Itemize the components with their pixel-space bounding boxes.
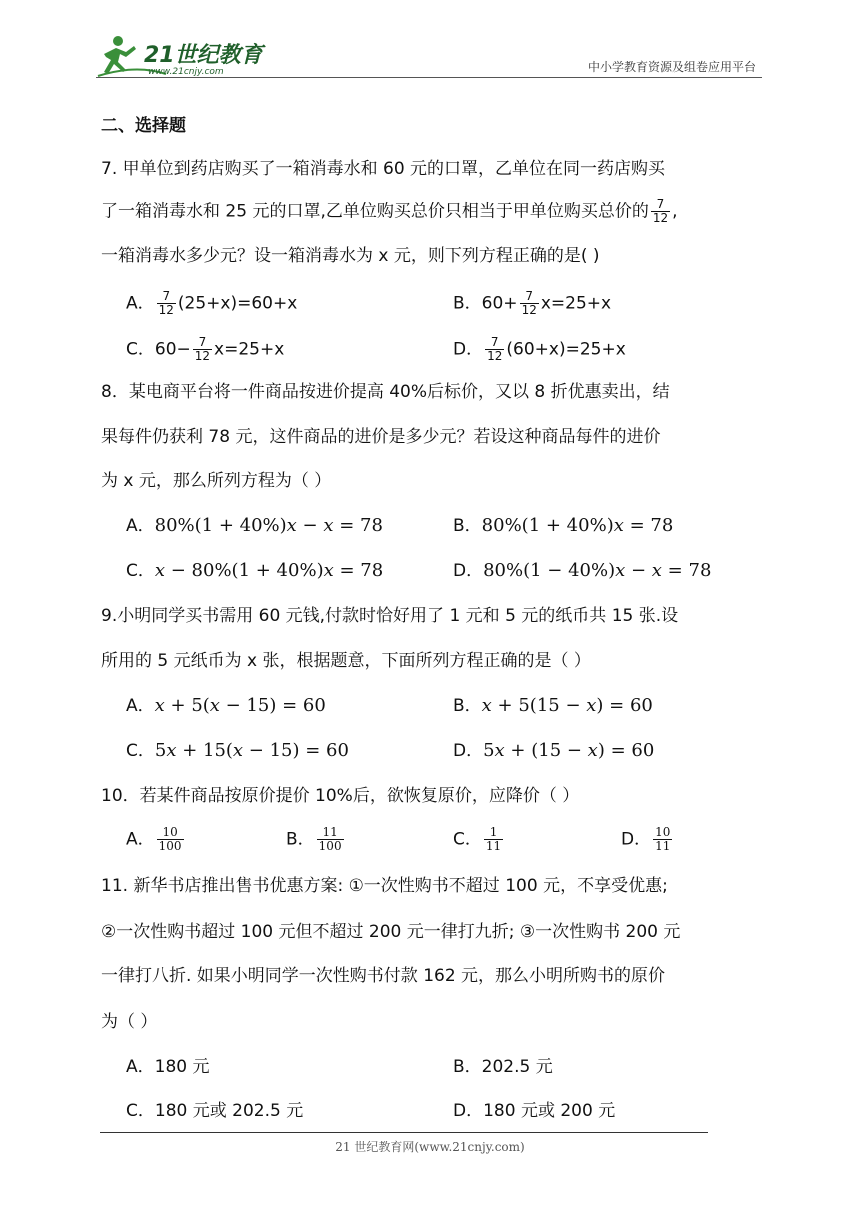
option-text: 202.5 元: [481, 1057, 553, 1077]
option-label: A．: [126, 293, 155, 314]
fraction-denominator: 12: [194, 349, 211, 363]
option-label: D．: [453, 1101, 484, 1121]
fraction-numerator: 7: [525, 289, 534, 303]
option-math: 𝑥 + 5(𝑥 − 15) = 60: [154, 695, 326, 716]
option-label: A．: [126, 516, 155, 536]
q9-option-d: [453, 741, 654, 761]
option-label: A．: [126, 696, 155, 716]
q10-line1: 10．若某件商品按原价提价 10%后，欲恢复原价，应降价（ ）: [101, 786, 580, 806]
fraction-numerator: 10: [655, 825, 671, 839]
option-fraction: [653, 826, 672, 853]
fraction-numerator: 11: [322, 825, 338, 839]
footer-text: 21 世纪教育网(www.21cnjy.com): [335, 1140, 525, 1154]
q9-option-b: [453, 696, 653, 716]
q9-option-c: [126, 741, 349, 761]
option-label: A．: [126, 829, 155, 850]
option-text: 180 元或 202.5 元: [154, 1101, 304, 1121]
option-math: 5𝑥 + (15 − 𝑥) = 60: [483, 740, 655, 761]
q11-line2: ②一次性购书超过 100 元但不超过 200 元一律打九折; ③一次性购书 200 元: [101, 922, 681, 942]
fraction-numerator: 1: [489, 825, 498, 839]
option-math: 𝑥 − 80%(1 + 40%)𝑥 = 78: [154, 560, 384, 581]
option-fraction: [520, 290, 539, 317]
fraction-denominator: 11: [655, 839, 671, 853]
q8-option-c: [126, 561, 383, 581]
q10-option-d: [621, 826, 674, 853]
fraction-numerator: 7: [490, 335, 499, 349]
q7-option-b: [453, 290, 611, 317]
option-label: C．: [126, 741, 155, 761]
option-fraction: [317, 826, 344, 853]
q10-option-b: [286, 826, 346, 853]
q8-line3: 为 x 元，那么所列方程为（ ）: [101, 471, 332, 491]
option-label: B．: [453, 516, 482, 536]
option-text-pre: 60+: [481, 293, 518, 314]
q9-line2: 所用的 5 元纸币为 x 张，根据题意，下面所列方程正确的是（ ）: [101, 651, 591, 671]
q11-line3: 一律打八折. 如果小明同学一次性购书付款 162 元，那么小明所购书的原价: [101, 966, 666, 986]
q7-line2-end: ,: [672, 201, 678, 222]
q8-option-a: [126, 516, 383, 536]
option-text: (25+x)=60+x: [177, 293, 298, 314]
q11-line4: 为（ ）: [101, 1012, 158, 1032]
q8-option-b: [453, 516, 673, 536]
q8-line1: 8．某电商平台将一件商品按进价提高 40%后标价，又以 8 折优惠卖出，结: [101, 382, 670, 402]
option-label: D．: [453, 741, 484, 761]
option-text-pre: 60−: [154, 339, 191, 360]
fraction-denominator: 12: [487, 349, 503, 363]
option-label: D．: [453, 561, 484, 581]
option-label: B．: [453, 1057, 482, 1077]
fraction-denominator: 11: [485, 839, 502, 853]
q11-option-d: [453, 1101, 615, 1121]
fraction-numerator: 7: [198, 335, 207, 349]
option-fraction: [193, 336, 212, 363]
option-math: 80%(1 + 40%)𝑥 = 78: [481, 515, 674, 536]
q8-line2: 果每件仍获利 78 元，这件商品的进价是多少元？若设这种商品每件的进价: [101, 427, 661, 447]
option-label: A．: [126, 1057, 155, 1077]
q8-option-d: [453, 561, 711, 581]
header-divider: [96, 77, 762, 78]
fraction-denominator: 100: [158, 839, 182, 853]
q10-option-c: [453, 826, 505, 853]
fraction-denominator: 12: [652, 211, 669, 225]
q9-line1: 9.小明同学买书需用 60 元钱,付款时恰好用了 1 元和 5 元的纸币共 15 张.设: [101, 606, 679, 626]
site-logo: [96, 34, 266, 80]
fraction-numerator: 10: [162, 825, 178, 839]
fraction-denominator: 100: [318, 839, 342, 853]
q11-line1: 11. 新华书店推出售书优惠方案: ①一次性购书不超过 100 元，不享受优惠;: [101, 876, 668, 896]
footer-divider: [100, 1132, 708, 1133]
option-math: 𝑥 + 5(15 − 𝑥) = 60: [481, 695, 653, 716]
q10-option-a: [126, 826, 186, 853]
q7-line3: 一箱消毒水多少元？设一箱消毒水为 x 元，则下列方程正确的是( ): [101, 246, 600, 266]
logo-url-text: www.21cnjy.com: [148, 67, 224, 77]
q11-option-a: [126, 1057, 210, 1077]
option-math: 5𝑥 + 15(𝑥 − 15) = 60: [154, 740, 349, 761]
fraction-denominator: 12: [521, 303, 537, 317]
q11-option-c: [126, 1101, 303, 1121]
option-math: 80%(1 + 40%)𝑥 − 𝑥 = 78: [154, 515, 383, 536]
option-fraction: [157, 290, 176, 317]
q7-line1: 7. 甲单位到药店购买了一箱消毒水和 60 元的口罩，乙单位在同一药店购买: [101, 159, 666, 179]
option-text: (60+x)=25+x: [506, 339, 626, 360]
section-title: 二、选择题: [101, 116, 186, 136]
option-fraction: [485, 336, 504, 363]
option-fraction: [484, 826, 503, 853]
q7-line2-text: 了一箱消毒水和 25 元的口罩,乙单位购买总价只相当于甲单位购买总价的: [101, 201, 649, 222]
option-label: C．: [453, 829, 482, 850]
option-label: D．: [621, 829, 652, 850]
fraction-denominator: 12: [158, 303, 174, 317]
q11-option-b: [453, 1057, 553, 1077]
q7-option-d: [453, 336, 626, 363]
fraction-numerator: 7: [162, 289, 171, 303]
option-fraction: [157, 826, 184, 853]
q7-option-a: [126, 290, 297, 317]
option-text: x=25+x: [214, 339, 285, 360]
option-text: 180 元或 200 元: [483, 1101, 616, 1121]
q7-line2: [101, 198, 678, 225]
option-label: C．: [126, 1101, 155, 1121]
q7-fraction: [651, 198, 670, 225]
fraction-numerator: 7: [656, 197, 665, 211]
q7-option-c: [126, 336, 284, 363]
option-text: x=25+x: [540, 293, 612, 314]
option-label: C．: [126, 339, 155, 360]
option-label: D．: [453, 339, 484, 360]
option-label: B．: [453, 696, 482, 716]
logo-main-text: 21世纪教育: [144, 43, 263, 68]
option-label: C．: [126, 561, 155, 581]
header-platform-text: 中小学教育资源及组卷应用平台: [587, 60, 756, 74]
option-math: 80%(1 − 40%)𝑥 − 𝑥 = 78: [483, 560, 712, 581]
option-label: B．: [286, 829, 315, 850]
option-text: 180 元: [154, 1057, 210, 1077]
option-label: B．: [453, 293, 482, 314]
q9-option-a: [126, 696, 326, 716]
